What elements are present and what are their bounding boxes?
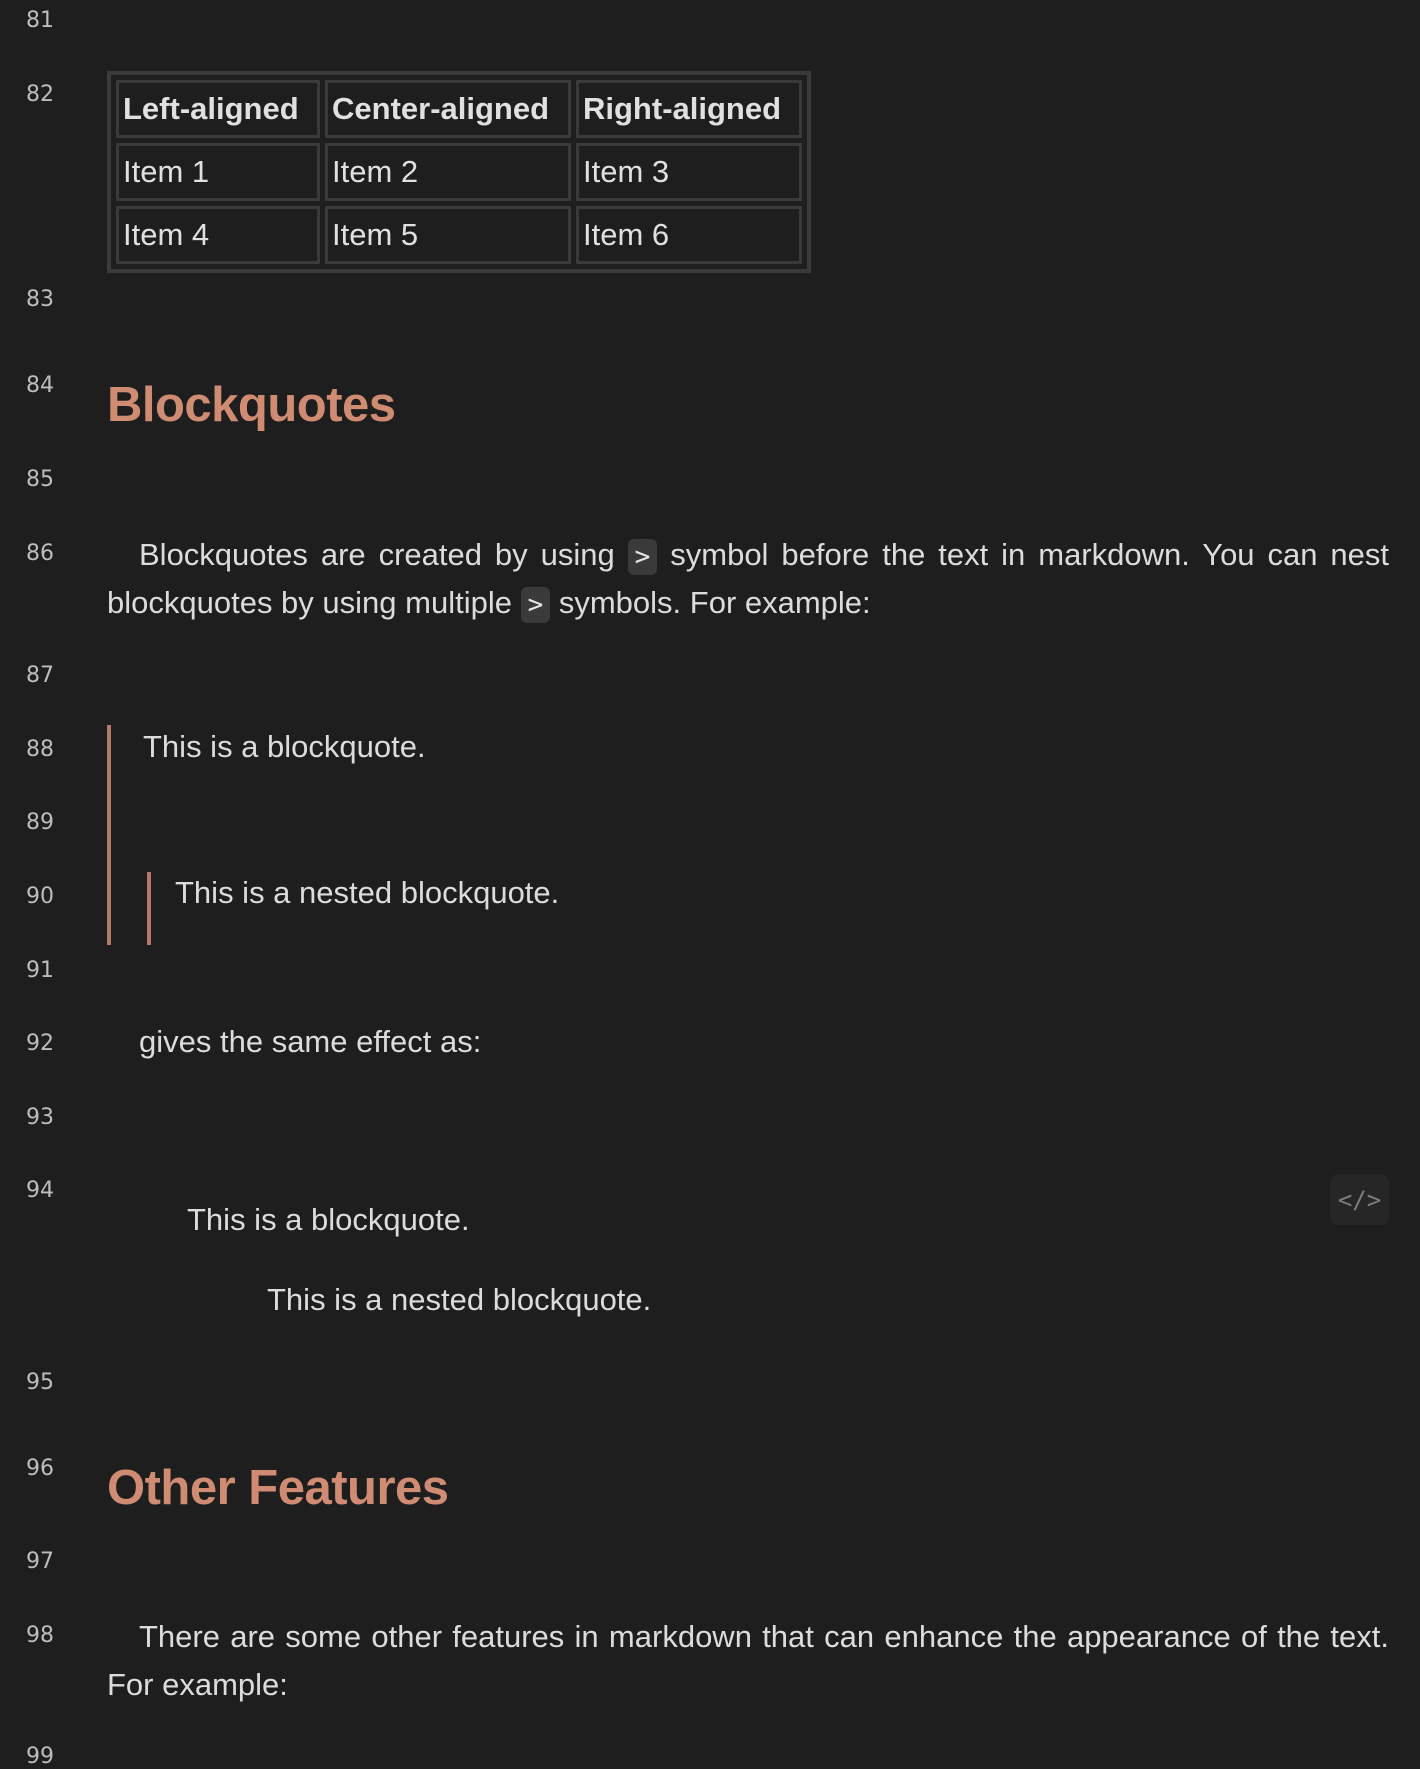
line-number: 84 xyxy=(26,373,54,398)
table-cell[interactable]: Item 6 xyxy=(576,206,802,264)
table-cell[interactable]: Item 3 xyxy=(576,143,802,201)
line-number: 98 xyxy=(26,1623,54,1648)
table-header-cell[interactable]: Left-aligned xyxy=(116,80,320,138)
line-number: 87 xyxy=(26,663,54,688)
line-number: 89 xyxy=(26,810,54,835)
heading-blockquotes: Blockquotes xyxy=(107,378,396,432)
line-number: 81 xyxy=(26,8,54,33)
line-number: 97 xyxy=(26,1549,54,1574)
line-number: 99 xyxy=(26,1744,54,1769)
line-number: 85 xyxy=(26,467,54,492)
table-row xyxy=(116,143,802,201)
code-view-toggle-button[interactable] xyxy=(1330,1174,1389,1225)
line-number: 93 xyxy=(26,1105,54,1130)
line-number: 88 xyxy=(26,737,54,762)
code-block-line: This is a nested blockquote. xyxy=(267,1282,652,1317)
heading-other-features: Other Features xyxy=(107,1461,449,1515)
inline-code: > xyxy=(521,587,551,623)
intro-text: Blockquotes are created by using xyxy=(139,537,628,572)
table-header-cell[interactable]: Right-aligned xyxy=(576,80,802,138)
line-number: 83 xyxy=(26,287,54,312)
nested-blockquote-text: This is a nested blockquote. xyxy=(175,875,560,910)
intro-text: symbol before the text in markdown. You can nest blockquotes by using multiple xyxy=(107,537,1390,620)
line-number: 86 xyxy=(26,541,54,566)
blockquote[interactable] xyxy=(107,725,711,945)
table-header-cell[interactable]: Center-aligned xyxy=(325,80,571,138)
alignment-table[interactable] xyxy=(107,71,811,273)
line-number: 90 xyxy=(26,884,54,909)
table-header-row xyxy=(116,80,802,138)
table-cell[interactable]: Item 2 xyxy=(325,143,571,201)
nested-blockquote[interactable] xyxy=(147,872,560,945)
same-effect-text: gives the same effect as: xyxy=(139,1024,482,1059)
line-number: 91 xyxy=(26,958,54,983)
table-cell[interactable]: Item 5 xyxy=(325,206,571,264)
line-number: 94 xyxy=(26,1178,54,1203)
table-cell[interactable]: Item 1 xyxy=(116,143,320,201)
table-row xyxy=(116,206,802,264)
code-block-line: This is a blockquote. xyxy=(187,1202,470,1237)
blockquotes-intro-paragraph[interactable] xyxy=(107,531,1389,627)
other-features-paragraph[interactable]: There are some other features in markdown that can enhance the appearance of the text. For example: xyxy=(107,1619,1389,1702)
line-number: 92 xyxy=(26,1031,54,1056)
line-number: 82 xyxy=(26,82,54,107)
line-number: 96 xyxy=(26,1456,54,1481)
table-cell[interactable]: Item 4 xyxy=(116,206,320,264)
code-icon: </> xyxy=(1337,1185,1382,1214)
intro-text: symbols. For example: xyxy=(550,585,871,620)
line-number: 95 xyxy=(26,1370,54,1395)
inline-code: > xyxy=(628,539,658,575)
blockquote-text: This is a blockquote. xyxy=(143,729,426,764)
